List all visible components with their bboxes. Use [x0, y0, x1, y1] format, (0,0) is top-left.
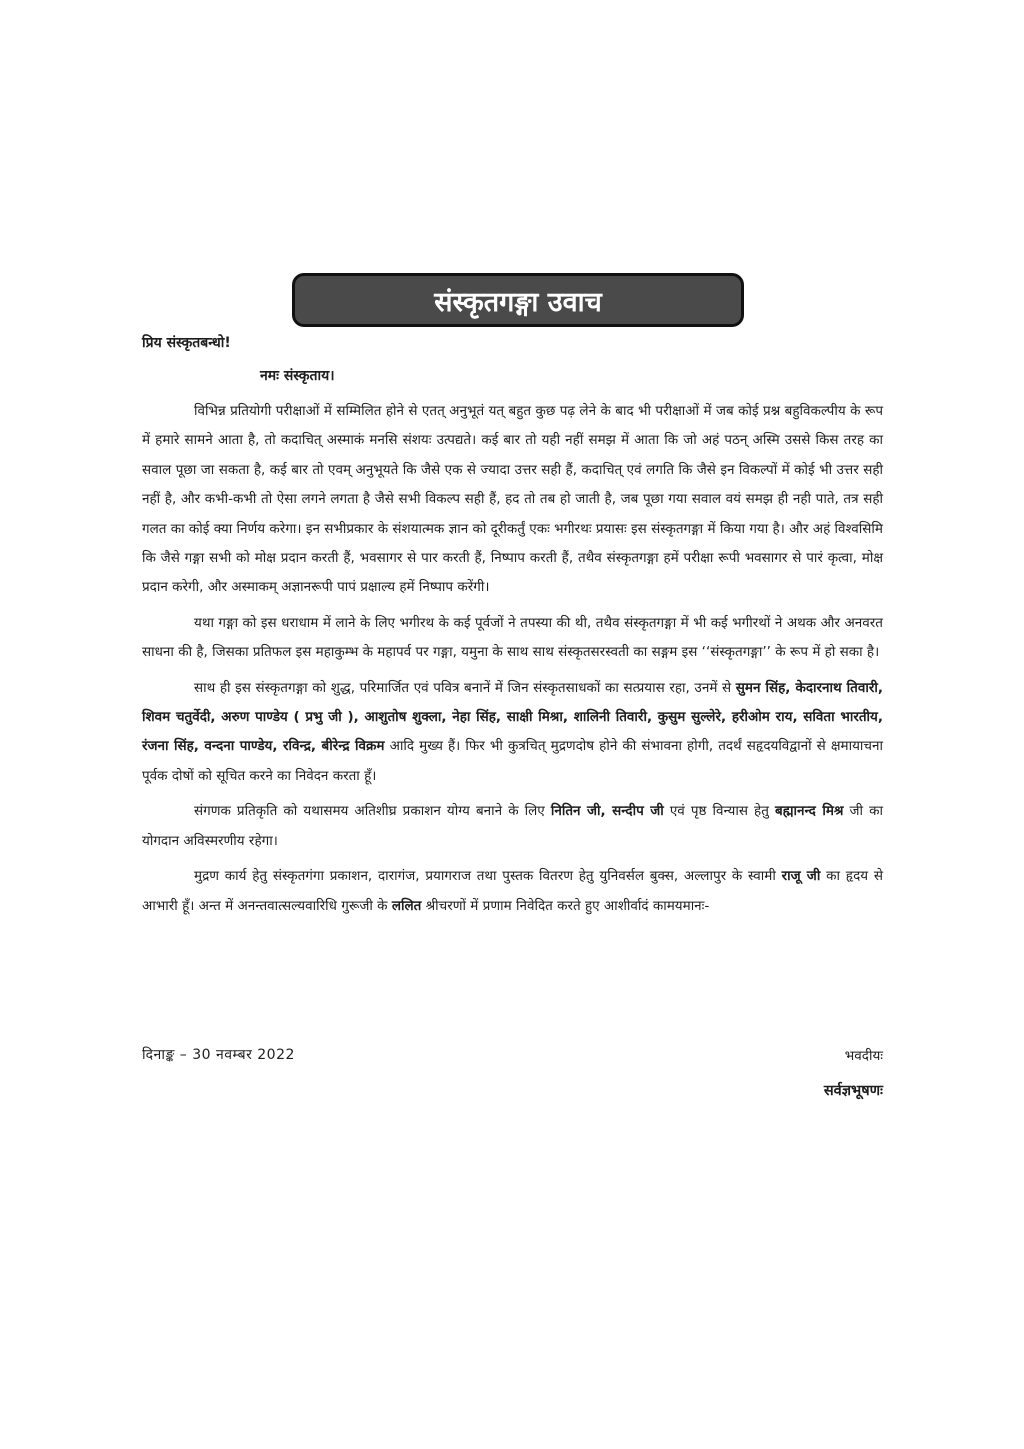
- contributor-names: सुमन सिंह, केदारनाथ तिवारी, शिवम चतुर्वेदी, अरुण पाण्डेय ( प्रभु जी ), आशुतोष शुक्ला, नेहा सिंह, साक्षी मिश्रा, शालिनी तिवारी, कुसुम सुल्लेरे, हरीओम राय, सविता भारतीय, रंजना सिंह, वन्दना पाण्डेय, रविन्द्र, बीरेन्द्र विक्रम: [142, 679, 884, 755]
- paragraph-5-text-a: मुद्रण कार्य हेतु संस्कृतगंगा प्रकाशन, दारागंज, प्रयागराज तथा पुस्तक वितरण हेतु युनिवर्सल बुक्स, अल्लापुर के स्वामी: [194, 868, 782, 885]
- paragraph-4-text-c: जी का योगदान अविस्मरणीय रहेगा।: [142, 803, 883, 849]
- paragraph-2: यथा गङ्गा को इस धराधाम में लाने के लिए भगीरथ के कई पूर्वजों ने तपस्या की थी, तथैव संस्कृतगङ्गा में भी कई भगीरथों ने अथक और अनवरत साधना की है, जिसका प्रतिफल इस महाकुम्भ के महापर्व पर गङ्गा, यमुना के साथ साथ संस्कृतसरस्वती का सङ्गम इस ‘‘संस्कृतगङ्गा’’ के रूप में हो सका है।: [142, 614, 883, 661]
- greeting: नमः संस्कृताय।: [260, 368, 335, 384]
- typesetting-names: नितिन जी, सन्दीप जी: [550, 803, 664, 820]
- signature: सर्वज्ञभूषणः: [823, 1083, 883, 1099]
- paragraph-5: [142, 862, 883, 921]
- paragraph-4-text-a: संगणक प्रतिकृति को यथासमय अतिशीघ्र प्रकाशन योग्य बनाने के लिए: [194, 803, 551, 820]
- paragraph-1: विभिन्न प्रतियोगी परीक्षाओं में सम्मिलित होने से एतत् अनुभूतं यत् बहुत कुछ पढ़ लेने के बाद भी परीक्षाओं में जब कोई प्रश्न बहुविकल्पीय के रूप में हमारे सामने आता है, तो कदाचित् अस्माकं मनसि संशयः उत्पद्यते। कई बार तो यही नहीं समझ में आता कि जो अहं पठन् अस्मि उससे किस तरह का सवाल पूछा जा सकता है, कई बार तो एवम् अनुभूयते कि जैसे एक से ज्यादा उत्तर सही हैं, कदाचित् एवं लगति कि जैसे इन विकल्पों में कोई भी उत्तर सही नहीं है, और कभी-कभी तो ऐसा लगने लगता है जैसे सभी विकल्प सही हैं, हद तो तब हो जाती है, जब पूछा गया सवाल वयं समझ ही नही पाते, तत्र सही गलत का कोई क्या निर्णय करेगा। इन सभीप्रकार के संशयात्मक ज्ञान को दूरीकर्तुं एकः भगीरथः प्रयासः इस संस्कृतगङ्गा में किया गया है। और अहं विश्वसिमि कि जैसे गङ्गा सभी को मोक्ष प्रदान करती हैं, भवसागर से पार करती हैं, निष्पाप करती हैं, तथैव संस्कृतगङ्गा हमें परीक्षा रूपी भवसागर से पारं कृत्वा, मोक्ष प्रदान करेगी, और अस्माकम् अज्ञानरूपी पापं प्रक्षाल्य हमें निष्पाप करेंगी।: [142, 403, 884, 596]
- paragraph-5-text-c: श्रीचरणों में प्रणाम निवेदित करते हुए आशीर्वादं कामयमानः-: [421, 897, 710, 914]
- letter-date: दिनाङ्क – 30 नवम्बर 2022: [142, 1047, 295, 1063]
- paragraph-4: [142, 797, 883, 856]
- paragraph-3-intro: साथ ही इस संस्कृतगङ्गा को शुद्ध, परिमार्जित एवं पवित्र बनानें में जिन संस्कृतसाधकों का सत्प्रयास रहा, उनमें से: [194, 679, 736, 696]
- paragraph-3: [142, 674, 883, 792]
- letter-body: [142, 397, 883, 921]
- paragraph-4-text-b: एवं पृष्ठ विन्यास हेतु: [663, 803, 775, 820]
- guru-name: ललित: [391, 897, 422, 914]
- valediction: भवदीयः: [844, 1048, 883, 1064]
- paragraph-5-text-b: का हृदय से आभारी हूँ। अन्त में अनन्तवात्सल्यवारिधि गुरूजी के: [142, 868, 884, 914]
- paragraph-3-rest: आदि मुख्य हैं। फिर भी कुत्रचित् मुद्रणदोष होने की संभावना होगी, तदर्थं सहृदयविद्वानों से क्षमायाचना पूर्वक दोषों को सूचित करने का निवेदन करता हूँ।: [142, 738, 883, 784]
- salutation: प्रिय संस्कृतबन्धो!: [142, 335, 231, 351]
- page-title-banner: [292, 273, 744, 327]
- page-title: संस्कृतगङ्गा उवाच: [434, 286, 602, 318]
- distributor-name: राजू जी: [781, 868, 821, 885]
- layout-designer-name: बह्मानन्द मिश्र: [775, 803, 844, 820]
